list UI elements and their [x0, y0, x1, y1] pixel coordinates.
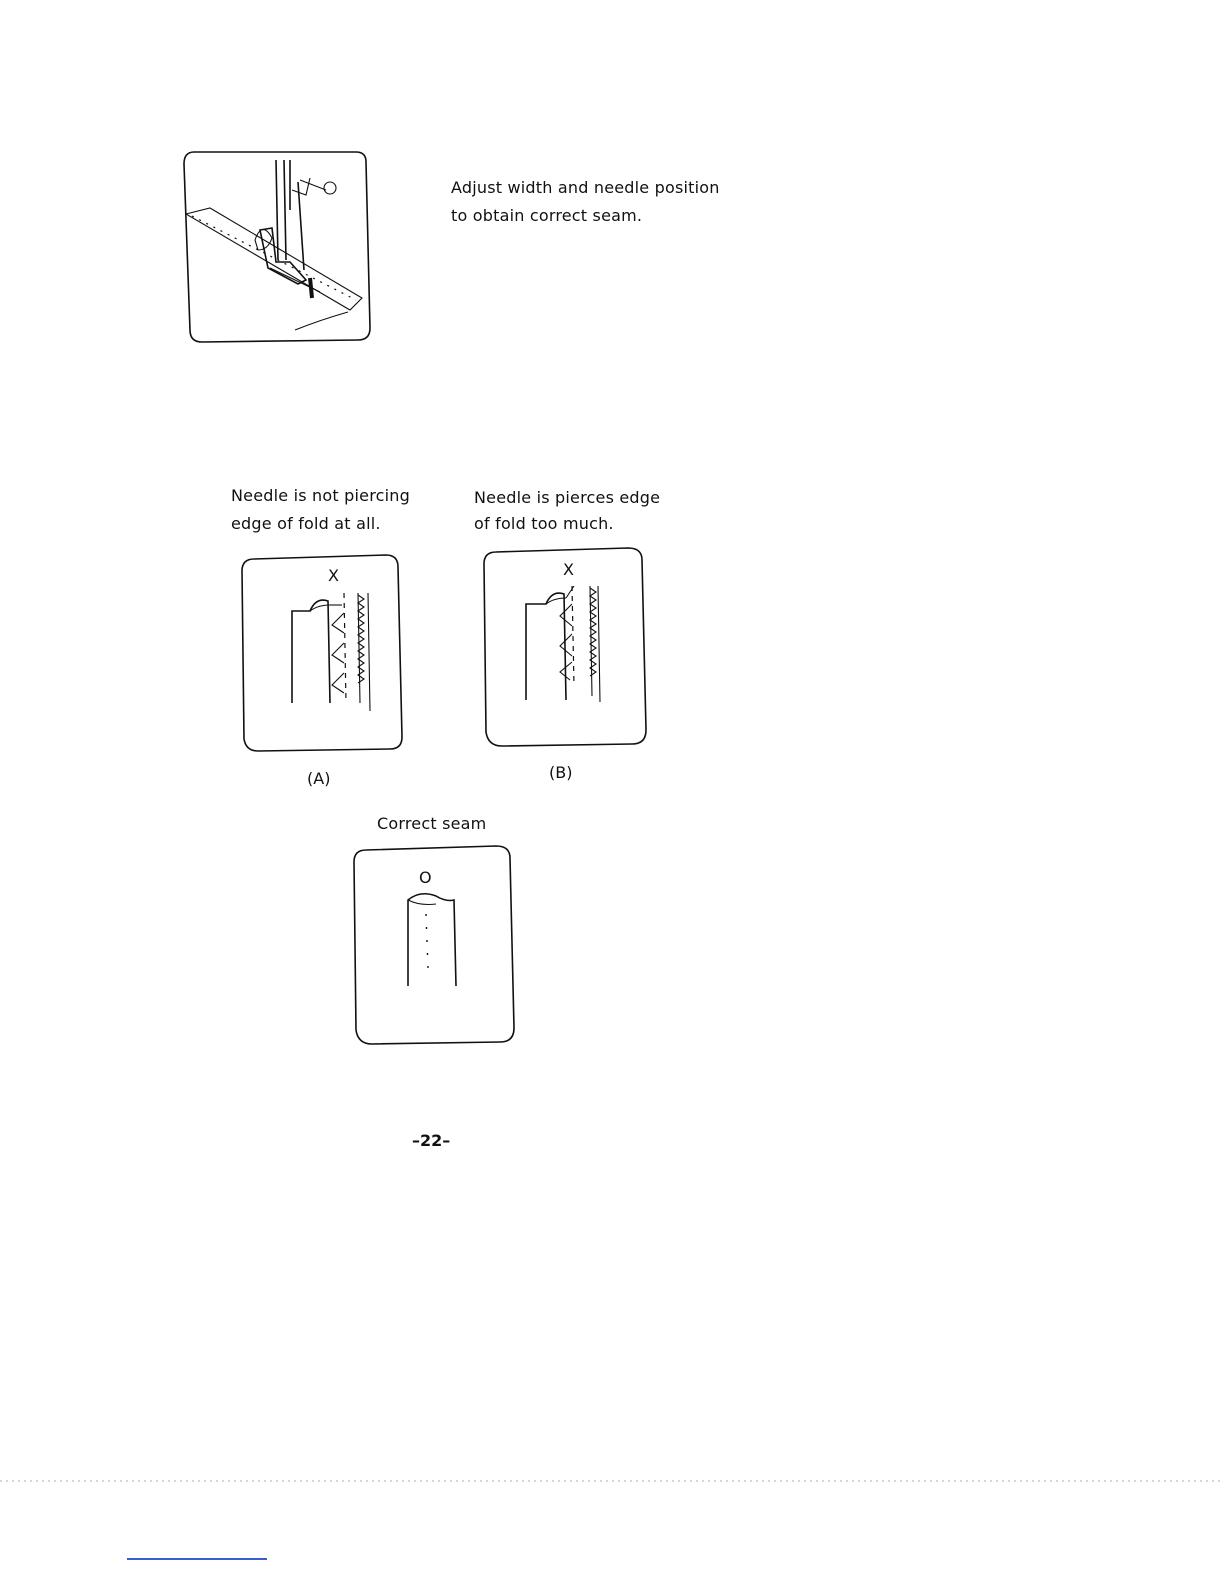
mark-b: X: [563, 560, 574, 579]
caption-b-line-1: Needle is pierces edge: [474, 488, 661, 507]
mark-correct: O: [419, 868, 432, 887]
presser-foot-illustration: [180, 150, 375, 345]
instruction-line-2: to obtain correct seam.: [451, 206, 643, 225]
label-b: (B): [549, 763, 573, 782]
correct-seam-caption: Correct seam: [377, 814, 487, 833]
label-a: (A): [307, 769, 331, 788]
page-number: –22–: [412, 1131, 451, 1150]
diagram-a-panel: [238, 553, 406, 757]
caption-a-line-1: Needle is not piercing: [231, 486, 410, 505]
mark-a: X: [328, 566, 339, 585]
correct-seam-panel: [350, 844, 518, 1048]
instruction-line-1: Adjust width and needle position: [451, 178, 720, 197]
scan-artifact-blue-line: [127, 1558, 267, 1560]
scan-artifact-line: [0, 1480, 1224, 1482]
caption-b-line-2: of fold too much.: [474, 514, 614, 533]
caption-a-line-2: edge of fold at all.: [231, 514, 381, 533]
